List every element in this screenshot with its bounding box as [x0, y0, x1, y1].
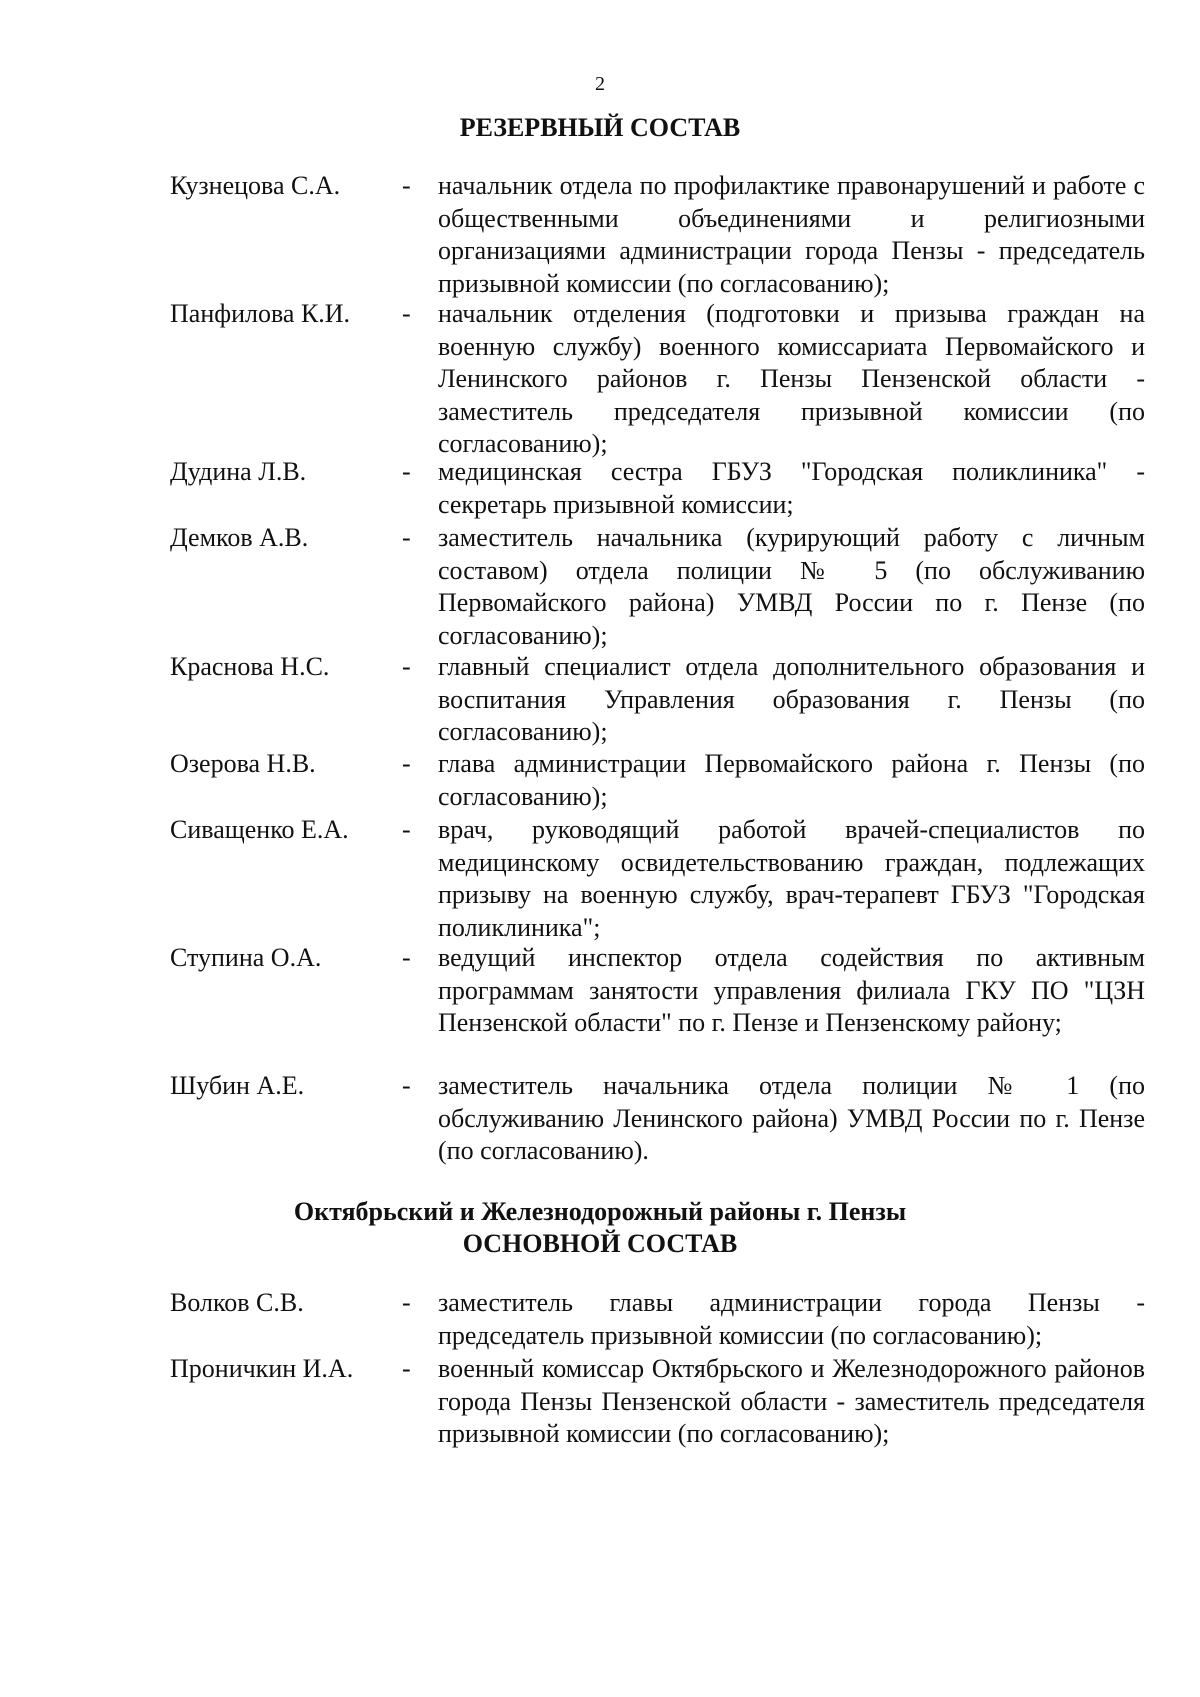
dash-separator: - [402, 171, 411, 200]
list-item [170, 1353, 1145, 1451]
member-name: Дудина Л.В. [170, 457, 307, 486]
member-name: Шубин А.Е. [170, 1071, 305, 1100]
member-position: заместитель начальника (курирующий работу с личным составом) отдела полиции № 5 (по обслуживанию Первомайского района) УМВД России по г. Пензе (по согласованию); [438, 523, 1145, 650]
dash-separator: - [402, 1288, 411, 1317]
page-number: 2 [595, 73, 605, 95]
dash-separator: - [402, 749, 411, 778]
member-name: Озерова Н.В. [170, 749, 316, 778]
list-item [170, 456, 1145, 521]
list-item [170, 748, 1145, 813]
dash-separator: - [402, 457, 411, 486]
list-item [170, 651, 1145, 749]
main-composition-title: ОСНОВНОЙ СОСТАВ [462, 1229, 738, 1258]
member-name: Демков А.В. [170, 523, 309, 552]
member-position: заместитель начальника отдела полиции № 1 (по обслуживанию Ленинского района) УМВД России по г. Пензе (по согласованию). [438, 1071, 1145, 1165]
list-item [170, 942, 1145, 1040]
list-item [170, 1287, 1145, 1352]
dash-separator: - [402, 523, 411, 552]
member-position: военный комиссар Октябрьского и Железнодорожного районов города Пензы Пензенской области - заместитель председателя призывной комиссии (по согласованию); [438, 1354, 1145, 1448]
list-item [170, 298, 1145, 461]
member-name: Краснова Н.С. [170, 652, 330, 681]
district-title: Октябрьский и Железнодорожный районы г. Пензы [293, 1197, 907, 1226]
list-item [170, 814, 1145, 944]
member-name: Волков С.В. [170, 1288, 304, 1317]
member-position: главный специалист отдела дополнительного образования и воспитания Управления образования г. Пензы (по согласованию); [438, 652, 1145, 746]
member-position: начальник отделения (подготовки и призыва граждан на военную службу) военного комиссариата Первомайского и Ленинского районов г. Пензы Пензенской области - заместитель председателя призывной комиссии (по согласованию); [438, 299, 1145, 458]
member-name: Проничкин И.А. [170, 1354, 354, 1383]
dash-separator: - [402, 652, 411, 681]
list-item [170, 522, 1145, 652]
dash-separator: - [402, 815, 411, 844]
member-name: Ступина О.А. [170, 943, 322, 972]
member-position: глава администрации Первомайского района г. Пензы (по согласованию); [438, 749, 1145, 811]
member-position: ведущий инспектор отдела содействия по активным программам занятости управления филиала ГКУ ПО "ЦЗН Пензенской области" по г. Пензе и Пензенскому району; [438, 943, 1145, 1037]
list-item [170, 170, 1145, 300]
member-position: врач, руководящий работой врачей-специалистов по медицинскому освидетельствованию граждан, подлежащих призыву на военную службу, врач-терапевт ГБУЗ "Городская поликлиника"; [438, 815, 1145, 942]
member-position: начальник отдела по профилактике правонарушений и работе с общественными объединениями и религиозными организациями администрации города Пензы - председатель призывной комиссии (по согласованию); [438, 171, 1145, 298]
member-position: заместитель главы администрации города Пензы - председатель призывной комиссии (по согласованию); [438, 1288, 1145, 1350]
member-position: медицинская сестра ГБУЗ "Городская поликлиника" - секретарь призывной комиссии; [438, 457, 1145, 519]
dash-separator: - [402, 1071, 411, 1100]
reserve-section-title: РЕЗЕРВНЫЙ СОСТАВ [459, 113, 741, 142]
member-name: Сиващенко Е.А. [170, 815, 349, 844]
member-name: Кузнецова С.А. [170, 171, 341, 200]
dash-separator: - [402, 1354, 411, 1383]
dash-separator: - [402, 943, 411, 972]
list-item [170, 1070, 1145, 1168]
dash-separator: - [402, 299, 411, 328]
member-name: Панфилова К.И. [170, 299, 351, 328]
